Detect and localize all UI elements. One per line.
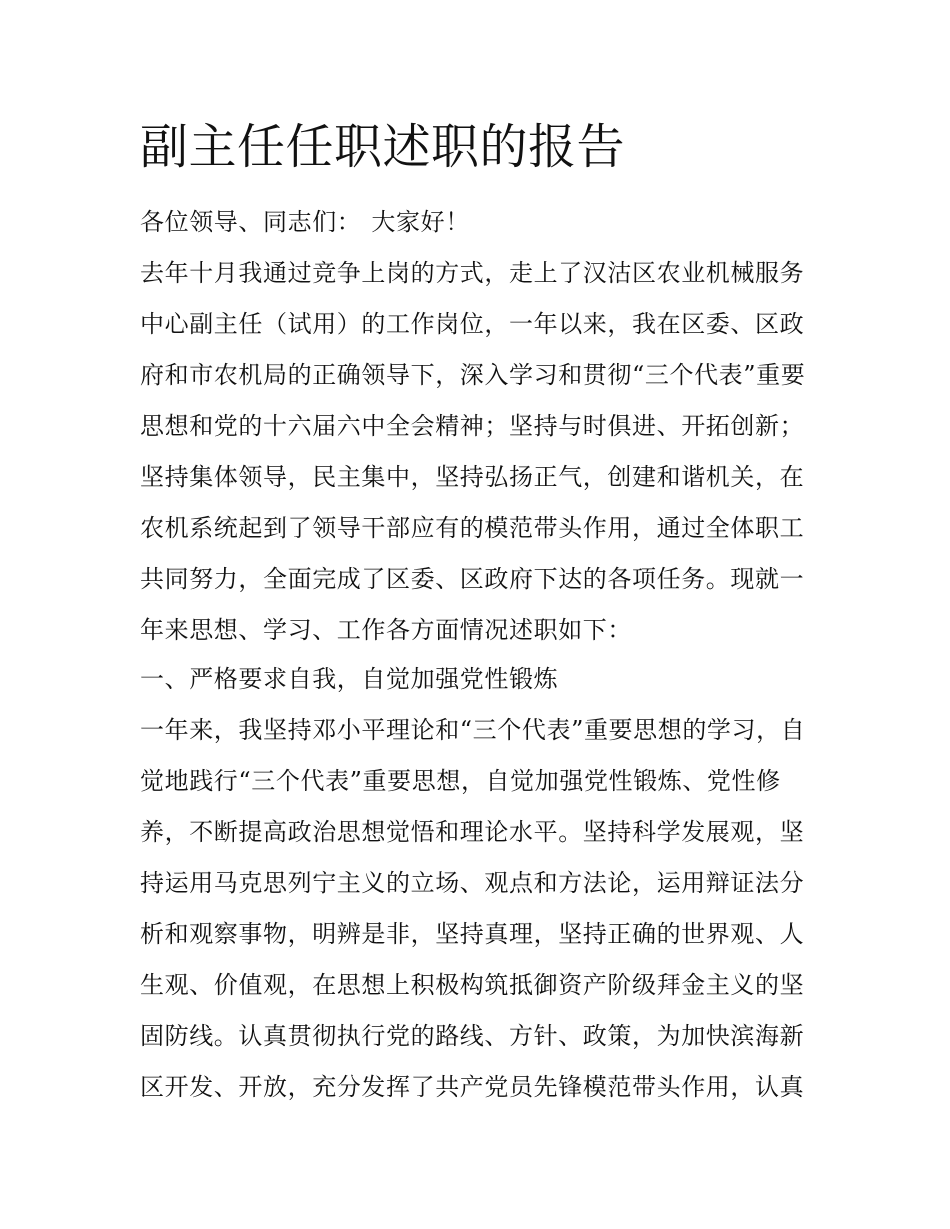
paragraph2-line: 区开发、开放，充分发挥了共产党员先锋模范带头作用，认真 xyxy=(140,1073,805,1101)
section-heading: 一、严格要求自我，自觉加强党性锻炼 xyxy=(140,665,559,693)
paragraph2-line: 生观、价值观，在思想上积极构筑抵御资产阶级拜金主义的坚 xyxy=(140,971,805,999)
paragraph2-line: 养，不断提高政治思想觉悟和理论水平。坚持科学发展观，坚 xyxy=(140,818,805,846)
document-title: 副主任任职述职的报告 xyxy=(140,119,626,175)
paragraph1-line: 府和市农机局的正确领导下，深入学习和贯彻“三个代表”重要 xyxy=(140,361,806,389)
paragraph2-line: 一年来，我坚持邓小平理论和“三个代表”重要思想的学习，自 xyxy=(140,716,806,744)
greeting-hello: 大家好！ xyxy=(371,208,470,236)
paragraph1-line: 中心副主任（试用）的工作岗位，一年以来，我在区委、区政 xyxy=(140,310,805,338)
paragraph1-line: 坚持集体领导，民主集中，坚持弘扬正气，创建和谐机关，在 xyxy=(140,463,805,491)
paragraph1-line: 年来思想、学习、工作各方面情况述职如下： xyxy=(140,616,632,644)
paragraph1-line: 思想和党的十六届六中全会精神；坚持与时俱进、开拓创新； xyxy=(140,412,805,440)
paragraph2-line: 析和观察事物，明辨是非，坚持真理，坚持正确的世界观、人 xyxy=(140,920,805,948)
paragraph1-line: 去年十月我通过竞争上岗的方式，走上了汉沽区农业机械服务 xyxy=(140,259,805,287)
paragraph1-line: 农机系统起到了领导干部应有的模范带头作用，通过全体职工 xyxy=(140,514,805,542)
greeting-salutation: 各位领导、同志们： xyxy=(140,208,362,236)
paragraph2-line: 固防线。认真贯彻执行党的路线、方针、政策，为加快滨海新 xyxy=(140,1022,805,1050)
paragraph1-line: 共同努力，全面完成了区委、区政府下达的各项任务。现就一 xyxy=(140,565,805,593)
paragraph2-line: 觉地践行“三个代表”重要思想，自觉加强党性锻炼、党性修 xyxy=(140,767,781,795)
greeting xyxy=(140,205,470,239)
paragraph2-line: 持运用马克思列宁主义的立场、观点和方法论，运用辩证法分 xyxy=(140,869,805,897)
